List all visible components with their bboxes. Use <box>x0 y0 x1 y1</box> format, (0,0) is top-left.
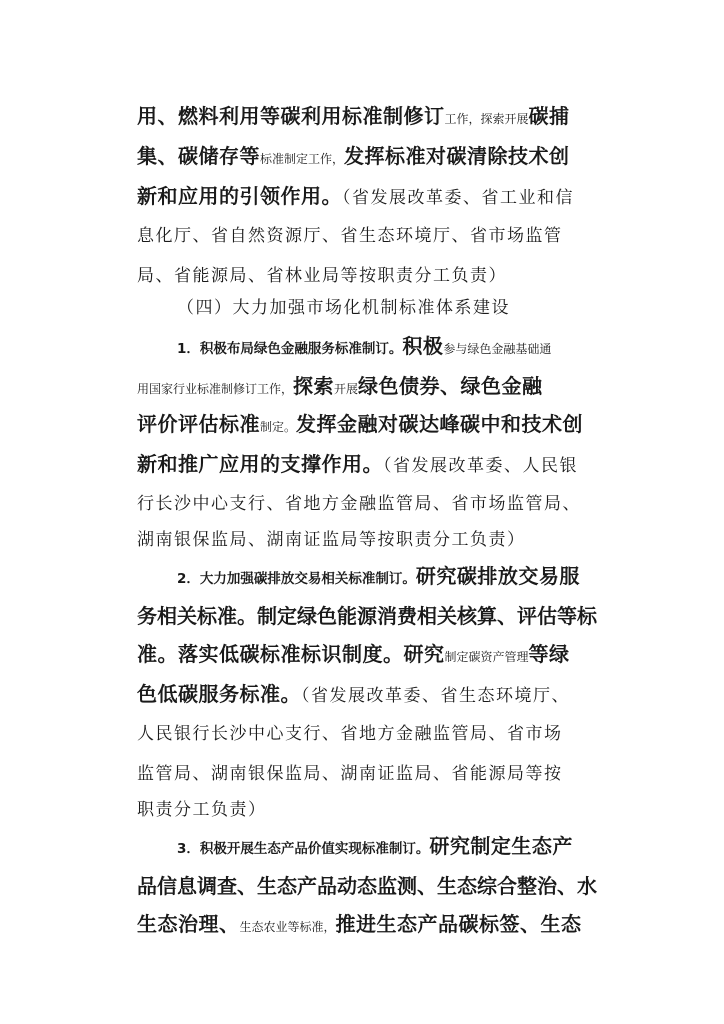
text-segment: 品信息调查、生态产品动态监测、生态综合整治、水 <box>137 874 597 898</box>
text-line <box>137 596 607 636</box>
text-line <box>137 136 607 176</box>
text-segment: 发挥标准对碳清除技术创 <box>344 144 570 168</box>
text-line <box>137 754 607 794</box>
text-segment: 评价评估标准 <box>137 412 260 436</box>
text-segment: 参与绿色金融基础通 <box>443 342 552 356</box>
text-segment: 积极 <box>402 334 444 358</box>
text-segment: 1．积极布局绿色金融服务标准制订。 <box>177 341 403 357</box>
text-line <box>137 404 607 444</box>
text-line <box>137 674 607 714</box>
text-segment: 新和应用的引领作用。 <box>137 184 342 208</box>
text-segment: 局、省能源局、省林业局等按职责分工负责） <box>137 266 507 286</box>
text-line <box>177 826 647 866</box>
text-line <box>137 96 607 136</box>
text-line <box>137 866 607 906</box>
text-line <box>137 176 607 216</box>
text-segment: 职责分工负责） <box>137 800 267 820</box>
text-segment: 用、燃料利用等碳利用标准制修订 <box>137 104 445 128</box>
text-segment: （省发展改革委、省生态环境厅、 <box>301 686 570 706</box>
text-line <box>177 326 647 366</box>
text-line <box>137 484 607 524</box>
text-line <box>137 790 607 830</box>
text-segment: （四）大力加强市场化机制标准体系建设 <box>177 298 510 318</box>
text-segment: （省发展改革委、省工业和信 <box>342 188 574 208</box>
text-segment: 生态治理、 <box>137 912 240 936</box>
text-segment: 研究制定生态产 <box>429 834 573 858</box>
text-segment: 准。落实低碳标准标识制度。研究 <box>137 642 445 666</box>
text-segment: 监管局、湖南银保监局、湖南证监局、省能源局等按 <box>137 764 563 784</box>
text-segment: 碳捕 <box>528 104 570 128</box>
text-line <box>137 520 607 560</box>
text-line <box>137 366 607 406</box>
text-segment: 工作，探索开展 <box>444 112 529 126</box>
text-segment: 行长沙中心支行、省地方金融监管局、省市场监管局、 <box>137 494 581 514</box>
text-segment: 标准制定工作， <box>260 152 345 166</box>
text-line <box>137 444 607 484</box>
text-line <box>137 714 607 754</box>
text-segment: 制定。 <box>260 420 297 434</box>
text-segment: 开展 <box>334 382 359 396</box>
text-segment: 绿色债券、绿色金融 <box>358 374 543 398</box>
text-segment: 息化厅、省自然资源厅、省生态环境厅、省市场监管 <box>137 226 563 246</box>
text-segment: 发挥金融对碳达峰碳中和技术创 <box>296 412 584 436</box>
text-segment: 集、碳储存等 <box>137 144 260 168</box>
text-segment: 3．积极开展生态产品价值实现标准制订。 <box>177 841 430 857</box>
text-line <box>137 634 607 674</box>
text-line <box>177 556 647 596</box>
text-segment: 推进生态产品碳标签、生态 <box>335 912 582 936</box>
text-segment: （省发展改革委、人民银 <box>383 456 578 476</box>
text-segment: 湖南银保监局、湖南证监局等按职责分工负责） <box>137 530 526 550</box>
text-segment: 人民银行长沙中心支行、省地方金融监管局、省市场 <box>137 724 563 744</box>
text-line <box>137 216 607 256</box>
text-segment: 用国家行业标准制修订工作， <box>137 382 294 396</box>
text-segment: 等绿 <box>528 642 570 666</box>
text-segment: 色低碳服务标准。 <box>137 682 301 706</box>
text-segment: 新和推广应用的支撑作用。 <box>137 452 383 476</box>
text-segment: 研究碳排放交易服 <box>415 564 580 588</box>
text-line <box>137 904 607 944</box>
text-segment: 生态农业等标准， <box>239 920 336 934</box>
text-segment: 2．大力加强碳排放交易相关标准制订。 <box>177 571 416 587</box>
text-line <box>177 288 647 328</box>
text-segment: 务相关标准。制定绿色能源消费相关核算、评估等标 <box>137 604 597 628</box>
text-segment: 制定碳资产管理 <box>444 650 529 664</box>
text-segment: 探索 <box>293 374 335 398</box>
